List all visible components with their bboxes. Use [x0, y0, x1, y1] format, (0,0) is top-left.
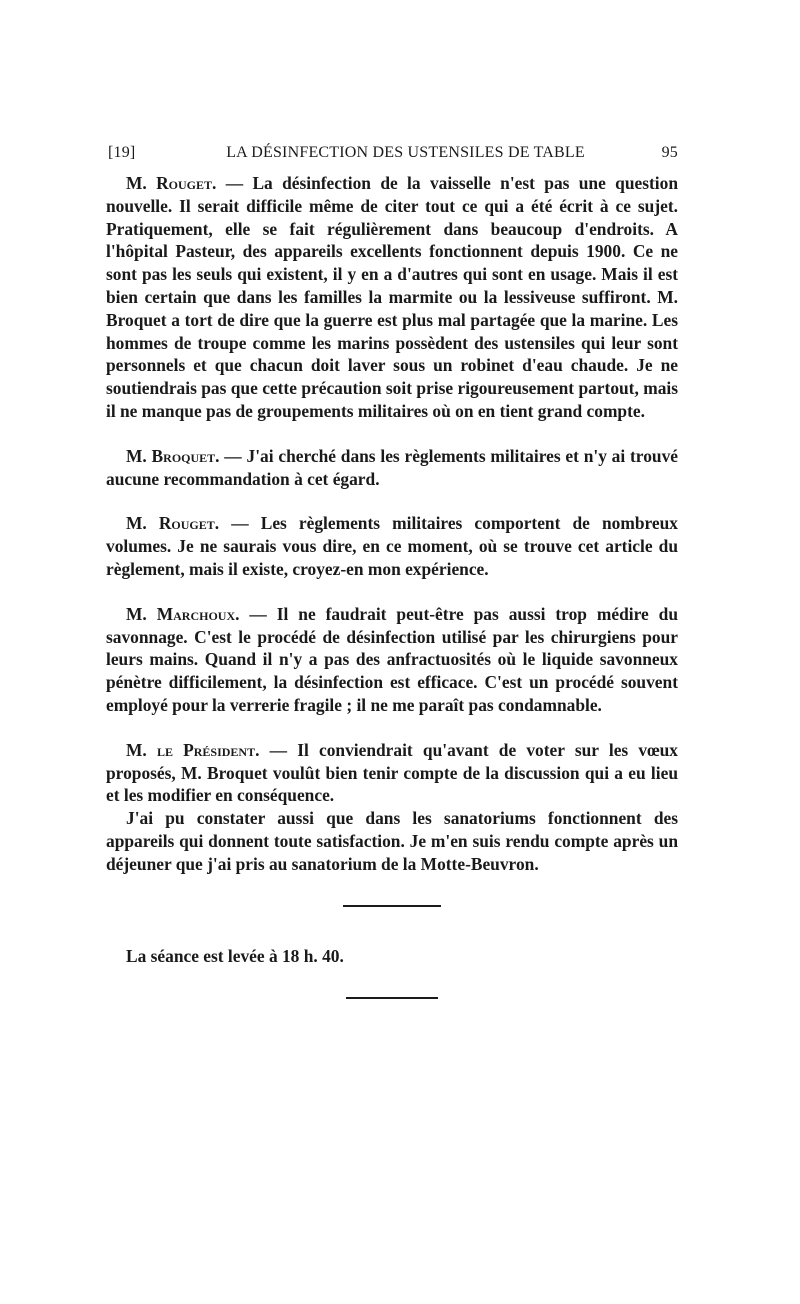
speaker-name: M. Rouget. — [126, 173, 217, 193]
paragraph-rouget-1 — [106, 172, 678, 423]
closing-line: La séance est levée à 18 h. 40. — [126, 945, 344, 966]
paragraph-text: — Il conviendrait qu'avant de voter sur les vœux proposés, M. Broquet voulût bien tenir compte de la discussion qui a eu lieu et les modifier en conséquence. — [106, 739, 678, 806]
page-number: 95 — [661, 144, 678, 161]
end-divider — [346, 997, 438, 999]
section-number: [19] — [108, 144, 136, 161]
page — [106, 144, 678, 999]
section-divider — [343, 905, 441, 907]
paragraph-text: — La désinfection de la vaisselle n'est pas une question nouvelle. Il serait difficile même de citer tout ce qui a été écrit à ce sujet. Pratiquement, elle se fait régulièrement dans beaucoup d'endroits. A l'hôpital Pasteur, des appareils excellents fonctionnent depuis 1900. Ce ne sont pas les seuls qui existent, il y en a d'autres qui sont en usage. Mais il est bien certain que dans les familles la marmite ou la lessiveuse suffiront. M. Broquet a tort de dire que la guerre est plus mal partagée que la marine. Les hommes de troupe comme les marins possèdent des ustensiles qui leur sont personnels et que chacun doit laver sous un robinet d'eau chaude. Je ne soutiendrais pas que cette précaution soit prise rigoureusement partout, mais il ne manque pas de groupements militaires où on en tient grand compte. — [106, 173, 678, 421]
paragraph-text: — Les règlements militaires comportent de nombreux volumes. Je ne saurais vous dire, en ce moment, où se trouve cet article du règlement, mais il existe, croyez-en mon expérience. — [106, 513, 679, 579]
speaker-name: M. le Président. — [126, 739, 260, 760]
running-head — [106, 144, 678, 162]
body-text — [106, 172, 678, 999]
speaker-name: M. Marchoux. — [126, 603, 240, 624]
paragraph-president-continued — [106, 807, 678, 875]
paragraph-rouget-2 — [106, 512, 678, 580]
running-title: LA DÉSINFECTION DES USTENSILES DE TABLE — [226, 144, 585, 161]
paragraph-president — [106, 739, 678, 807]
paragraph-text: — Il ne faudrait peut-être pas aussi trop médire du savonnage. C'est le procédé de désinfection utilisé par les chirurgiens pour leurs mains. Quand il n'y a pas des anfractuosités où le liquide savonneux pénètre difficilement, la désinfection est efficace. C'est un procédé souvent employé pour la verrerie fragile ; il ne me paraît pas condamnable. — [106, 603, 678, 715]
paragraph-text: J'ai pu constater aussi que dans les sanatoriums fonctionnent des appareils qui donnent toute satisfaction. Je m'en suis rendu compte après un déjeuner que j'ai pris au sanatorium de la Motte-Beuvron. — [106, 808, 678, 874]
paragraph-text: — J'ai cherché dans les règlements militaires et n'y ai trouvé aucune recommandation à cet égard. — [106, 445, 678, 489]
paragraph-broquet — [106, 445, 678, 491]
speaker-name: M. Broquet. — [126, 445, 220, 466]
paragraph-marchoux — [106, 603, 678, 717]
speaker-name: M. Rouget. — [126, 513, 220, 534]
